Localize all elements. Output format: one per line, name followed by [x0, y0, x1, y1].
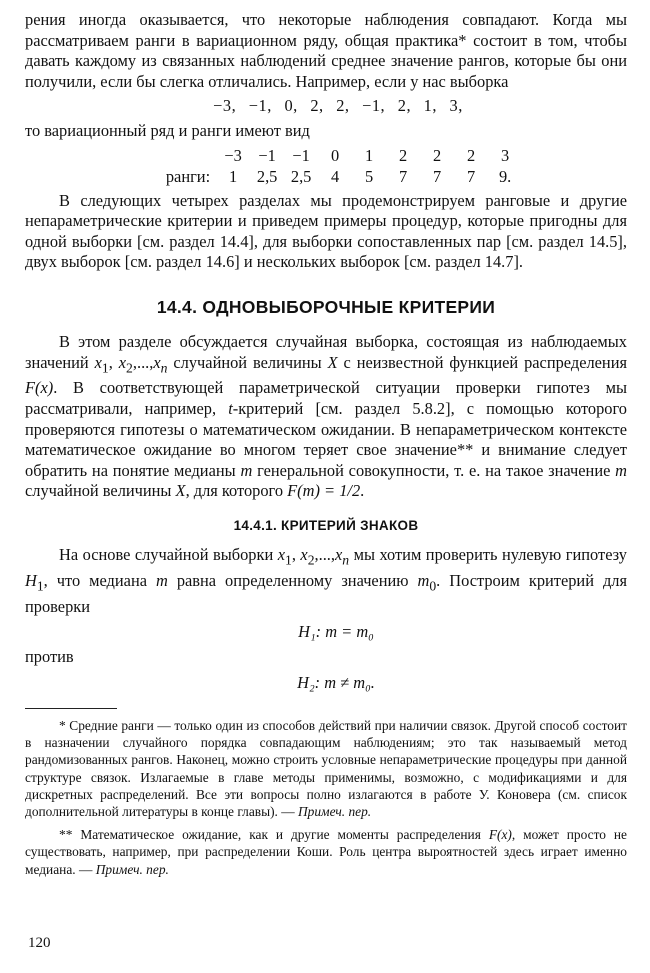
ordered-value: −1 [258, 145, 276, 165]
rank-value: 1 [229, 166, 238, 186]
rank-value: 5 [365, 166, 374, 186]
footnote-divider [25, 708, 117, 709]
section-heading: 14.4. ОДНОВЫБОРОЧНЫЕ КРИТЕРИИ [156, 296, 496, 317]
ordered-value: 2 [399, 145, 408, 165]
rank-value: 4 [331, 166, 340, 186]
rank-value: 2,5 [290, 166, 312, 186]
page-number: 120 [28, 935, 51, 951]
intro-paragraph-3: В следующих четырех разделах мы продемонстрируем ранговые и другие непараметрические критерии и приведем примеры процедур, которые пригодны для одной выборки [см. раздел 14.4], для выборки сопоставленных пар [см. раздел 14.5], двух выборок [см. раздел 14.6] и нескольких выборок [см. раздел 14.7]. [25, 190, 627, 272]
rank-value: 2,5 [256, 166, 278, 186]
ordered-value: −1 [292, 145, 310, 165]
footnote-1: * Средние ранги — только один из способов действий при наличии связок. Другой способ состоит в назначении случайного порядка совпадающим наблюдениям; это так называемый метод рандомизованных рангов. Наконец, можно строить условные непараметрические процедуры при данной структуре связок. Излагаемые в главе методы применимы, возможно, с модификациями и для дискретных распределений. Все эти вопросы полно излагаются в работе У. Коновера (см. список дополнительной литературы в конце главы). — Примеч. пер. [25, 717, 627, 819]
page-content [25, 10, 627, 878]
subsection-heading: 14.4.1. КРИТЕРИЙ ЗНАКОВ [233, 517, 419, 533]
against-label: против [25, 647, 74, 667]
ordered-value: 2 [433, 145, 442, 165]
section-paragraph: В этом разделе обсуждается случайная выборка, состоящая из наблюдаемых значений $x_1$, $x_2,...,x_n$ случайной величины X с неизвестной функцией распределения F(x). В соответствующей параметрической ситуации проверки гипотез мы рассматривали, например, t-критерий [см. раздел 5.8.2], с помощью которого проверяются гипотезы о математическом ожидании. В непараметрическом контексте математическое ожидание во многом теряет свое значение** и внимание следует обратить на понятие медианы m генеральной совокупности, т. е. на такое значение m случайной величины X, для которого F(m) = 1/2. [25, 331, 628, 501]
ordered-value: 0 [331, 145, 340, 165]
ordered-value: −3 [224, 145, 242, 165]
rank-value: 7 [399, 166, 408, 186]
ranks-label: ранги: [165, 166, 211, 186]
rank-value: 9. [498, 166, 512, 186]
rank-value: 7 [467, 166, 476, 186]
ordered-label-empty [166, 145, 210, 166]
ordered-value: 3 [501, 145, 510, 165]
ranks-table [55, 145, 627, 187]
ordered-value: 1 [365, 145, 374, 165]
hypothesis-h2: H₂: m ≠ m₀. [297, 672, 375, 692]
intro-paragraph-1: рения иногда оказывается, что некоторые наблюдения совпадают. Когда мы рассматриваем ранги в вариационном ряду, общая практика* состоит в том, чтобы давать каждому из связанных наблюдений среднее значение рангов, которые бы они получили, если бы слегка отличались. Например, если у нас выборка [25, 10, 627, 91]
ordered-value: 2 [467, 145, 476, 165]
subsection-paragraph: На основе случайной выборки $x_1$, $x_2,...,x_n$ мы хотим проверить нулевую гипотезу $H_1$, что медиана m равна определенному значению $m_0$. Построим критерий для проверки [25, 544, 628, 616]
intro-paragraph-2: то вариационный ряд и ранги имеют вид [25, 120, 310, 140]
hypothesis-h1: H₁: m = m₀ [298, 622, 374, 642]
footnote-2: ** Математическое ожидание, как и другие моменты распределения F(x), может просто не существовать, например, при распределении Коши. Роль центра выроятностей здесь играет именно медиана. — Примеч. пер. [25, 827, 627, 877]
rank-value: 7 [433, 166, 442, 186]
sample-values: −3, −1, 0, 2, 2, −1, 2, 1, 3, [213, 96, 463, 116]
